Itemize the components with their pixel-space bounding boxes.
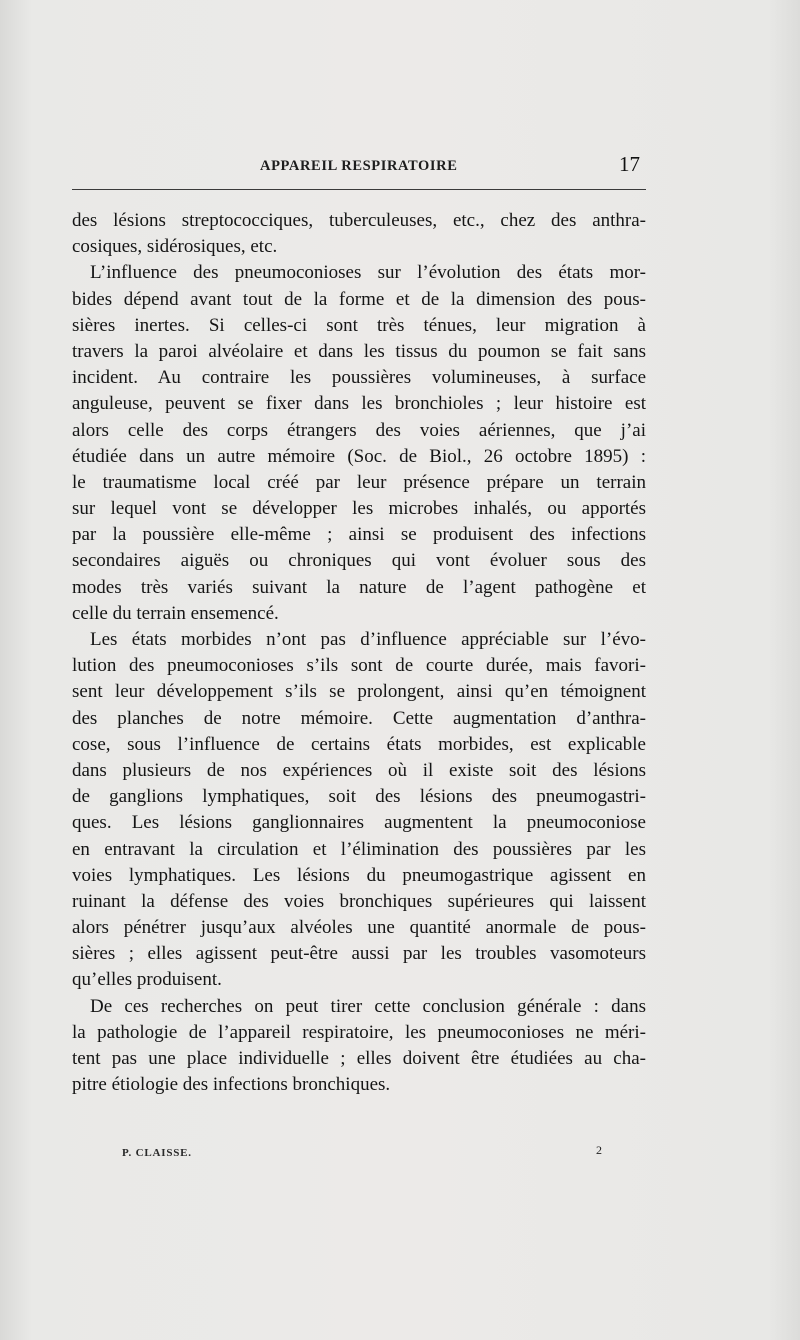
text-line: sières ; elles agissent peut-être aussi par les troubles vasomoteurs [72,943,646,965]
text-line: en entravant la circulation et l’élimination des poussières par les [72,838,646,860]
footer-author: P. CLAISSE. [122,1147,192,1159]
text-line: alors pénétrer jusqu’aux alvéoles une quantité anormale de pous- [72,917,646,939]
text-line: cosiques, sidérosiques, etc. [72,236,278,258]
text-line: celle du terrain ensemencé. [72,602,279,624]
text-line: sent leur développement s’ils se prolongent, ainsi qu’en témoignent [72,681,646,703]
text-line: lution des pneumoconioses s’ils sont de courte durée, mais favori- [72,655,646,677]
paragraph-start-line: De ces recherches on peut tirer cette conclusion générale : dans [90,995,646,1017]
text-line: par la poussière elle-même ; ainsi se produisent des infections [72,524,646,546]
header-rule [72,189,646,190]
text-line: alors celle des corps étrangers des voies aériennes, que j’ai [72,419,646,441]
running-head [72,152,646,180]
text-line: cose, sous l’influence de certains états morbides, est explicable [72,733,646,755]
paragraph-start-line: L’influence des pneumoconioses sur l’évolution des états mor- [90,262,646,284]
text-line: qu’elles produisent. [72,969,222,991]
text-line: des lésions streptococciques, tuberculeuses, etc., chez des anthra- [72,210,646,231]
text-line: sières inertes. Si celles-ci sont très ténues, leur migration à [72,314,646,336]
page-number: 17 [619,152,640,176]
body-text [72,208,646,1098]
page-footer [122,1143,602,1163]
text-line: dans plusieurs de nos expériences où il existe soit des lésions [72,759,646,781]
text-line: secondaires aiguës ou chroniques qui vont évoluer sous des [72,550,646,572]
text-line: travers la paroi alvéolaire et dans les tissus du poumon se fait sans [72,340,646,362]
text-line: la pathologie de l’appareil respiratoire, les pneumoconioses ne méri- [72,1021,646,1043]
text-line: étudiée dans un autre mémoire (Soc. de Biol., 26 octobre 1895) : [72,445,646,467]
text-line: pitre étiologie des infections bronchiques. [72,1074,391,1096]
text-line: tent pas une place individuelle ; elles doivent être étudiées au cha- [72,1048,646,1069]
text-line: voies lymphatiques. Les lésions du pneumogastrique agissent en [72,864,646,886]
text-line: anguleuse, peuvent se fixer dans les bronchioles ; leur histoire est [72,393,646,415]
text-line: le traumatisme local créé par leur présence prépare un terrain [72,471,646,493]
paragraph-start-line: Les états morbides n’ont pas d’influence appréciable sur l’évo- [90,629,646,650]
running-head-title: APPAREIL RESPIRATOIRE [260,158,458,174]
text-line: des planches de notre mémoire. Cette augmentation d’anthra- [72,707,646,729]
text-line: ruinant la défense des voies bronchiques supérieures qui laissent [72,890,646,912]
signature-mark: 2 [596,1143,602,1157]
text-line: de ganglions lymphatiques, soit des lésions des pneumogastri- [72,786,646,808]
text-line: bides dépend avant tout de la forme et de la dimension des pous- [72,288,646,310]
text-line: sur lequel vont se développer les microbes inhalés, ou apportés [72,498,646,520]
text-line: ques. Les lésions ganglionnaires augmentent la pneumoconiose [72,812,646,834]
text-line: modes très variés suivant la nature de l’agent pathogène et [72,576,646,598]
text-line: incident. Au contraire les poussières volumineuses, à surface [72,367,646,389]
